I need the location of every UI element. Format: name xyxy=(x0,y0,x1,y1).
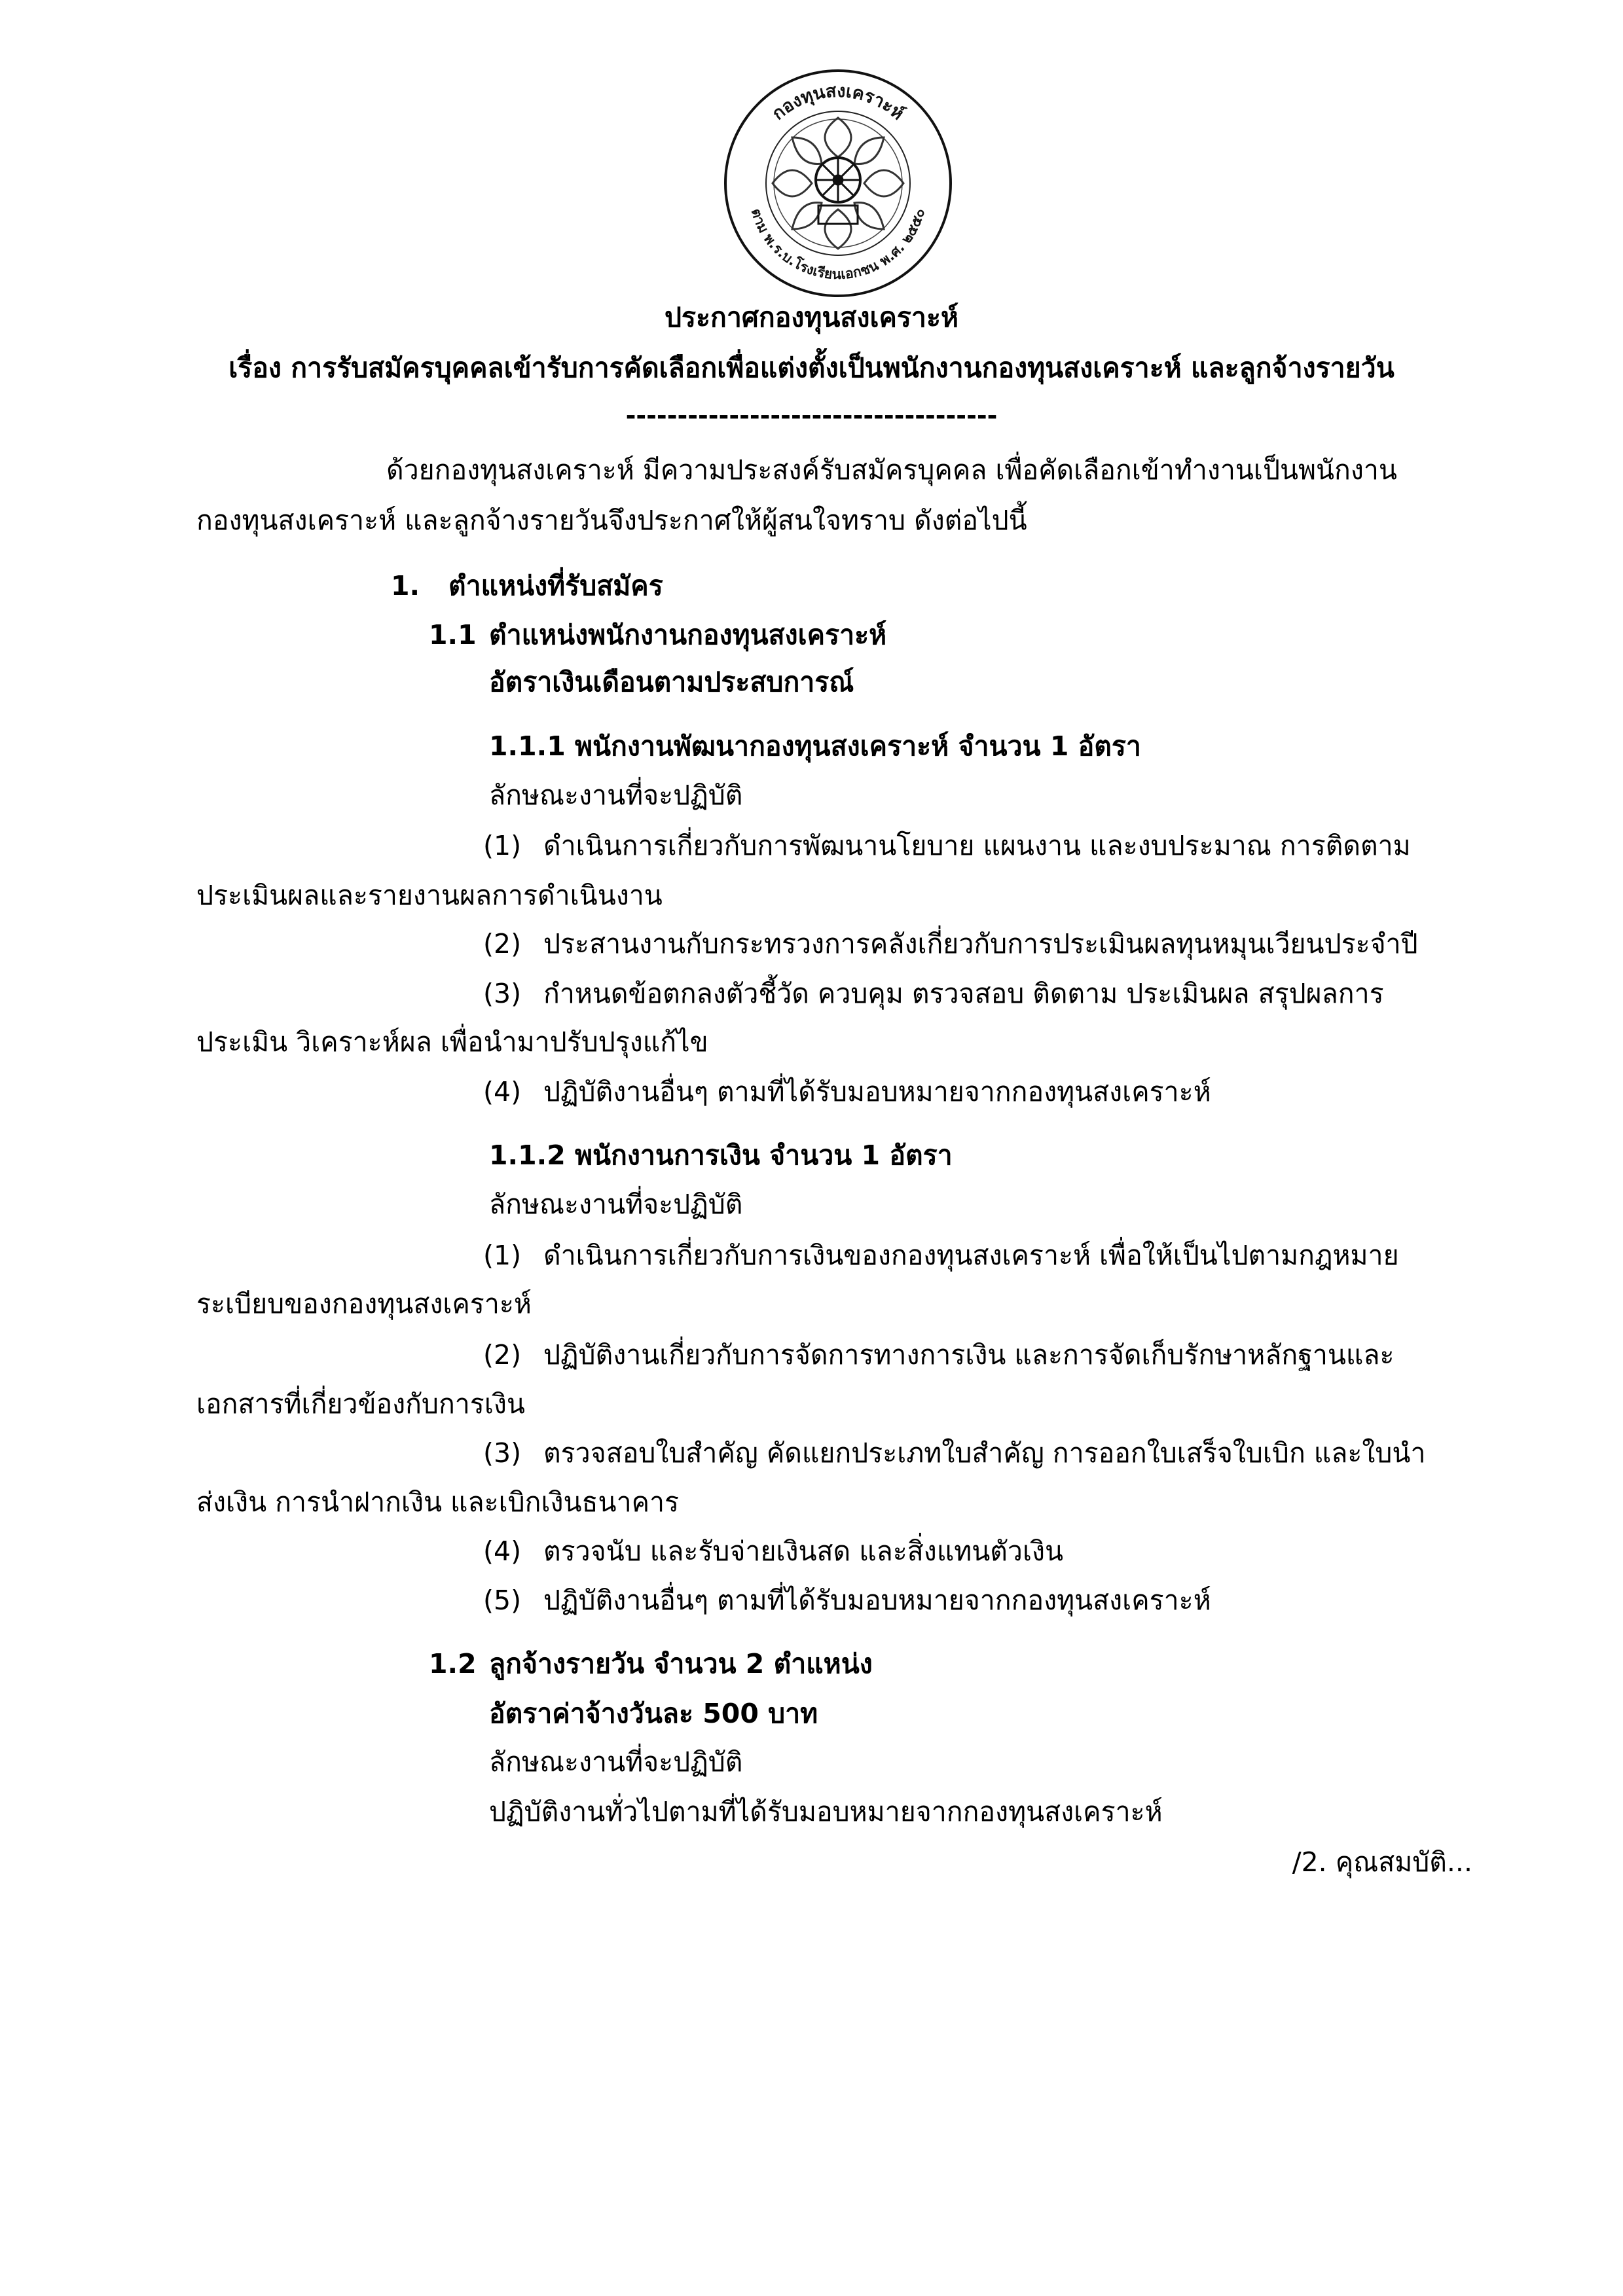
svg-text:กองทุนสงเคราะห์: กองทุนสงเคราะห์ xyxy=(768,81,908,124)
list-item-number: (3) xyxy=(483,978,522,1009)
list-item-text: กำหนดข้อตกลงตัวชี้วัด ควบคุม ตรวจสอบ ติดตาม ประเมินผล สรุปผลการ xyxy=(543,978,1384,1009)
list-item-number: (3) xyxy=(483,1437,522,1469)
list-item-number: (5) xyxy=(483,1585,522,1616)
announcement-title: ประกาศกองทุนสงเคราะห์ xyxy=(664,302,959,333)
list-item-text: ปฏิบัติงานอื่นๆ ตามที่ได้รับมอบหมายจากกองทุนสงเคราะห์ xyxy=(543,1076,1211,1107)
section-1-title: ตำแหน่งที่รับสมัคร xyxy=(448,570,663,601)
position-1-1-2-duty-label: ลักษณะงานที่จะปฏิบัติ xyxy=(489,1189,743,1220)
section-1-1-number: 1.1 xyxy=(429,619,477,651)
list-item xyxy=(483,974,1384,1013)
position-1-1-1-title: 1.1.1 พนักงานพัฒนากองทุนสงเคราะห์ จำนวน 1 อัตรา xyxy=(489,730,1141,762)
list-item-number: (4) xyxy=(483,1076,522,1107)
list-item-number: (2) xyxy=(483,928,522,960)
list-item-text: ปฏิบัติงานเกี่ยวกับการจัดการทางการเงิน และการจัดเก็บรักษาหลักฐานและ xyxy=(543,1339,1395,1371)
list-item-continuation: ประเมินผลและรายงานผลการดำเนินงาน xyxy=(196,880,663,911)
list-item-continuation: ส่งเงิน การนำฝากเงิน และเบิกเงินธนาคาร xyxy=(196,1486,680,1518)
list-item-text: ตรวจสอบใบสำคัญ คัดแยกประเภทใบสำคัญ การออกใบเสร็จใบเบิก และใบนำ xyxy=(543,1437,1426,1469)
section-1-heading xyxy=(391,566,663,605)
section-1-2-duty-label: ลักษณะงานที่จะปฏิบัติ xyxy=(489,1746,743,1778)
list-item-continuation: ประเมิน วิเคราะห์ผล เพื่อนำมาปรับปรุงแก้ไข xyxy=(196,1026,708,1058)
list-item-continuation: ระเบียบของกองทุนสงเคราะห์ xyxy=(196,1288,532,1319)
list-item-number: (2) xyxy=(483,1339,522,1371)
list-item-text: ตรวจนับ และรับจ่ายเงินสด และสิ่งแทนตัวเงิน xyxy=(543,1535,1064,1567)
list-item-continuation: เอกสารที่เกี่ยวข้องกับการเงิน xyxy=(196,1388,525,1420)
section-1-1-title: ตำแหน่งพนักงานกองทุนสงเคราะห์ xyxy=(489,619,887,651)
section-1-2-number: 1.2 xyxy=(429,1648,477,1679)
list-item-text: ดำเนินการเกี่ยวกับการพัฒนานโยบาย แผนงาน และงบประมาณ การติดตาม xyxy=(543,830,1411,861)
title-divider: ------------------------------------ xyxy=(625,401,998,430)
list-item xyxy=(483,1072,1211,1111)
list-item-number: (4) xyxy=(483,1535,522,1567)
list-item xyxy=(483,1532,1063,1571)
section-1-1-salary: อัตราเงินเดือนตามประสบการณ์ xyxy=(489,666,854,698)
list-item xyxy=(483,924,1418,963)
list-item-number: (1) xyxy=(483,1240,522,1271)
intro-line-1: ด้วยกองทุนสงเคราะห์ มีความประสงค์รับสมัครบุคคล เพื่อคัดเลือกเข้าทำงานเป็นพนักงาน xyxy=(386,454,1397,486)
continued-next-page: /2. คุณสมบัติ... xyxy=(1292,1846,1472,1878)
section-1-number: 1. xyxy=(391,570,420,601)
position-1-1-1-duty-label: ลักษณะงานที่จะปฏิบัติ xyxy=(489,780,743,811)
list-item xyxy=(483,826,1411,865)
section-1-2-heading xyxy=(429,1644,873,1683)
list-item xyxy=(483,1581,1211,1620)
list-item xyxy=(483,1335,1395,1374)
list-item xyxy=(483,1236,1399,1275)
section-1-2-duty-text: ปฏิบัติงานทั่วไปตามที่ได้รับมอบหมายจากกองทุนสงเคราะห์ xyxy=(489,1796,1163,1827)
section-1-1-heading xyxy=(429,615,886,655)
fund-seal-logo xyxy=(720,65,956,301)
list-item-text: ปฏิบัติงานอื่นๆ ตามที่ได้รับมอบหมายจากกองทุนสงเคราะห์ xyxy=(543,1585,1211,1616)
list-item-text: ดำเนินการเกี่ยวกับการเงินของกองทุนสงเคราะห์ เพื่อให้เป็นไปตามกฎหมาย xyxy=(543,1240,1399,1271)
section-1-2-title: ลูกจ้างรายวัน จำนวน 2 ตำแหน่ง xyxy=(489,1648,873,1679)
position-1-1-2-title: 1.1.2 พนักงานการเงิน จำนวน 1 อัตรา xyxy=(489,1139,953,1171)
announcement-subject: เรื่อง การรับสมัครบุคคลเข้ารับการคัดเลือกเพื่อแต่งตั้งเป็นพนักงานกองทุนสงเคราะห์ และลูกจ้างรายวัน xyxy=(228,352,1395,384)
svg-text:ตาม พ.ร.บ.โรงเรียนเอกชน พ.ศ. ๒: ตาม พ.ร.บ.โรงเรียนเอกชน พ.ศ. ๒๕๕๐ xyxy=(748,206,928,283)
list-item-number: (1) xyxy=(483,830,522,861)
intro-line-2: กองทุนสงเคราะห์ และลูกจ้างรายวันจึงประกาศให้ผู้สนใจทราบ ดังต่อไปนี้ xyxy=(196,505,1027,536)
list-item xyxy=(483,1433,1425,1473)
list-item-text: ประสานงานกับกระทรวงการคลังเกี่ยวกับการประเมินผลทุนหมุนเวียนประจำปี xyxy=(543,928,1418,960)
section-1-2-wage: อัตราค่าจ้างวันละ 500 บาท xyxy=(489,1698,818,1729)
